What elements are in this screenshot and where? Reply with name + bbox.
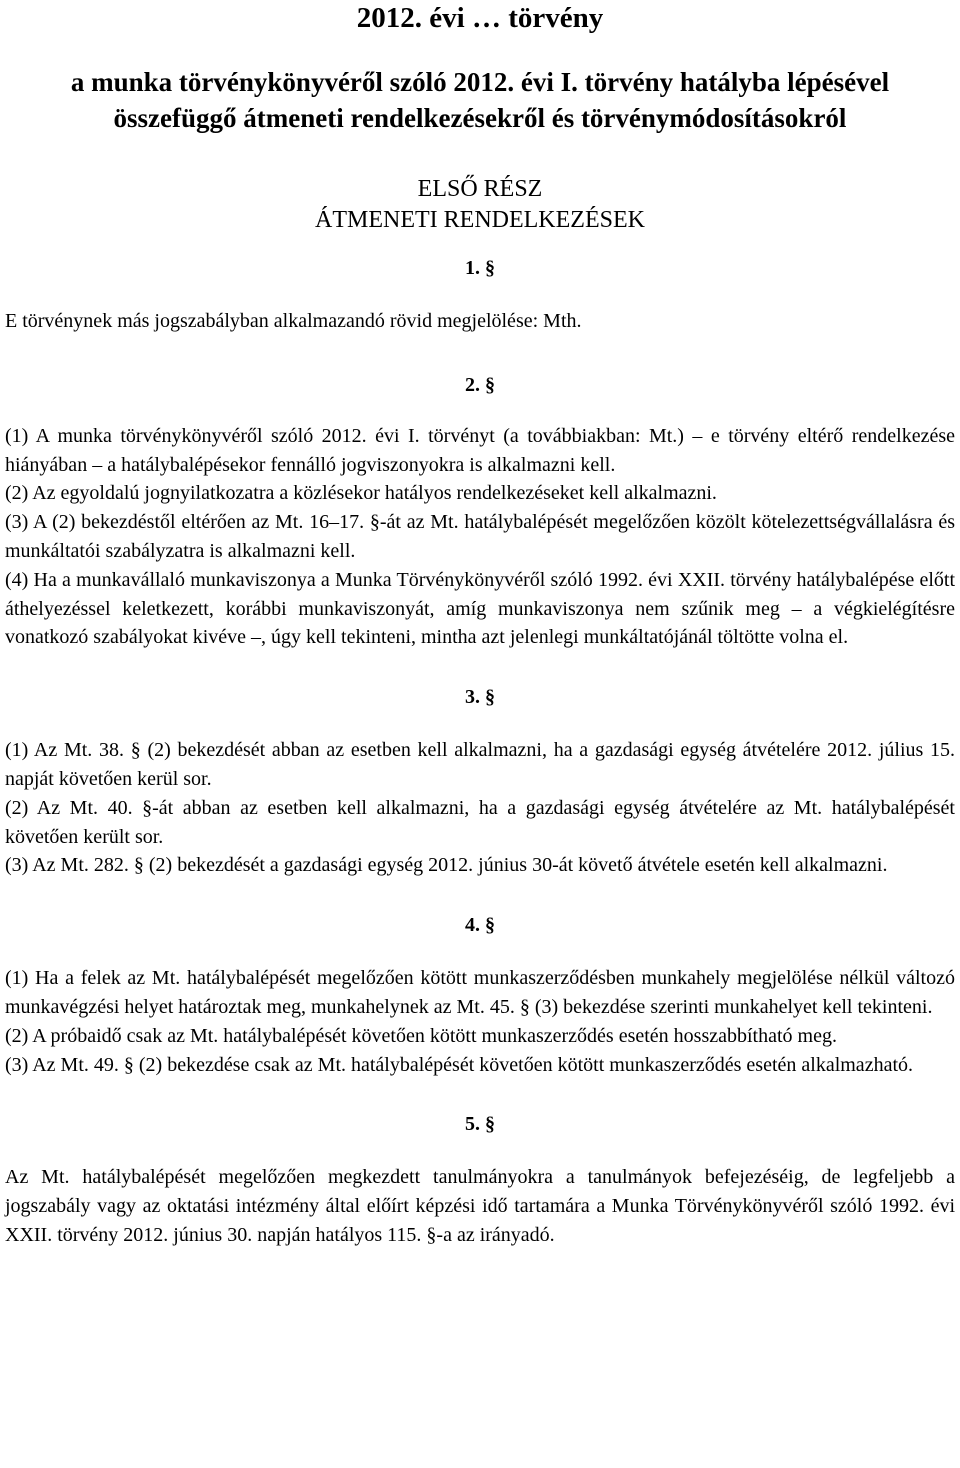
section-paragraph: (3) Az Mt. 49. § (2) bekezdése csak az Mt. hatálybalépését követően kötött munkaszerződés esetén alkalmazható. — [5, 1053, 913, 1076]
section-3 — [5, 684, 955, 880]
section-5 — [5, 1111, 955, 1249]
subtitle-line-1: a munka törvénykönyvéről szóló 2012. évi I. törvény hatályba lépésével — [70, 67, 890, 97]
section-heading: 4. § — [465, 914, 495, 937]
section-heading: 2. § — [465, 373, 495, 396]
subtitle-line-2: összefüggő átmeneti rendelkezésekről és törvénymódosításokról — [113, 103, 847, 133]
part-title: ÁTMENETI RENDELKEZÉSEK — [315, 207, 645, 233]
section-paragraph: Az Mt. hatálybalépését megelőzően megkezdett tanulmányokra a tanulmányok befejezéséig, de legfeljebb a jogszabály vagy az oktatási intézmény által előírt képzési idő tartamára a Munka Törvénykönyvéről szóló 1992. évi XXII. törvény 2012. június 30. napján hatályos 115. §-a az irányadó. — [5, 1166, 955, 1246]
section-4 — [5, 912, 955, 1079]
section-heading: 5. § — [465, 1113, 495, 1136]
section-2 — [5, 372, 955, 652]
part-label: ELSŐ RÉSZ — [417, 176, 543, 202]
section-paragraph: (4) Ha a munkavállaló munkaviszonya a Munka Törvénykönyvéről szóló 1992. évi XXII. törvény hatálybalépése előtt áthelyezéssel keletkezett, korábbi munkaviszonyát, amíg munkaviszonya nem szűnik meg – a végkielégítésre vonatkozó szabályokat kivéve –, úgy kell tekinteni, mintha azt jelenlegi munkáltatójánál töltötte volna el. — [5, 568, 955, 649]
section-paragraph: (2) Az egyoldalú jognyilatkozatra a közlésekor hatályos rendelkezéseket kell alkalmazni. — [5, 482, 717, 505]
section-paragraph: E törvénynek más jogszabályban alkalmazandó rövid megjelölése: Mth. — [5, 310, 582, 332]
section-paragraph: (1) Ha a felek az Mt. hatálybalépését megelőzően kötött munkaszerződésben munkahely megjelölése nélkül változó munkavégzési helyet határoztak meg, munkahelynek az Mt. 45. § (3) bekezdése szerinti munkahelyet kell tekinteni. — [5, 967, 955, 1018]
section-paragraph: (2) Az Mt. 40. §-át abban az esetben kell alkalmazni, ha a gazdasági egység átvételére az Mt. hatálybalépését követően került sor. — [5, 796, 955, 848]
section-paragraph: (1) Az Mt. 38. § (2) bekezdését abban az esetben kell alkalmazni, ha a gazdasági egység átvételére 2012. július 15. napját követően kerül sor. — [5, 739, 955, 790]
document-title: 2012. évi … törvény — [356, 2, 604, 34]
section-1 — [5, 255, 955, 336]
section-paragraph: (2) A próbaidő csak az Mt. hatálybalépését követően kötött munkaszerződés esetén hosszabbítható meg. — [5, 1024, 837, 1047]
section-heading: 1. § — [465, 257, 495, 279]
section-paragraph: (3) A (2) bekezdéstől eltérően az Mt. 16–17. §-át az Mt. hatálybalépését megelőzően közölt kötelezettségvállalásra és munkáltatói szabályzatra is alkalmazni kell. — [5, 511, 955, 562]
section-paragraph: (1) A munka törvénykönyvéről szóló 2012. évi I. törvényt (a továbbiakban: Mt.) – e törvény eltérő rendelkezése hiányában – a hatálybalépésekor fennálló jogviszonyokra is alkalmazni kell. — [5, 424, 955, 476]
section-paragraph: (3) Az Mt. 282. § (2) bekezdését a gazdasági egység 2012. június 30-át követő átvétele esetén kell alkalmazni. — [5, 854, 888, 877]
document-subtitle — [5, 64, 955, 136]
section-heading: 3. § — [465, 686, 495, 709]
